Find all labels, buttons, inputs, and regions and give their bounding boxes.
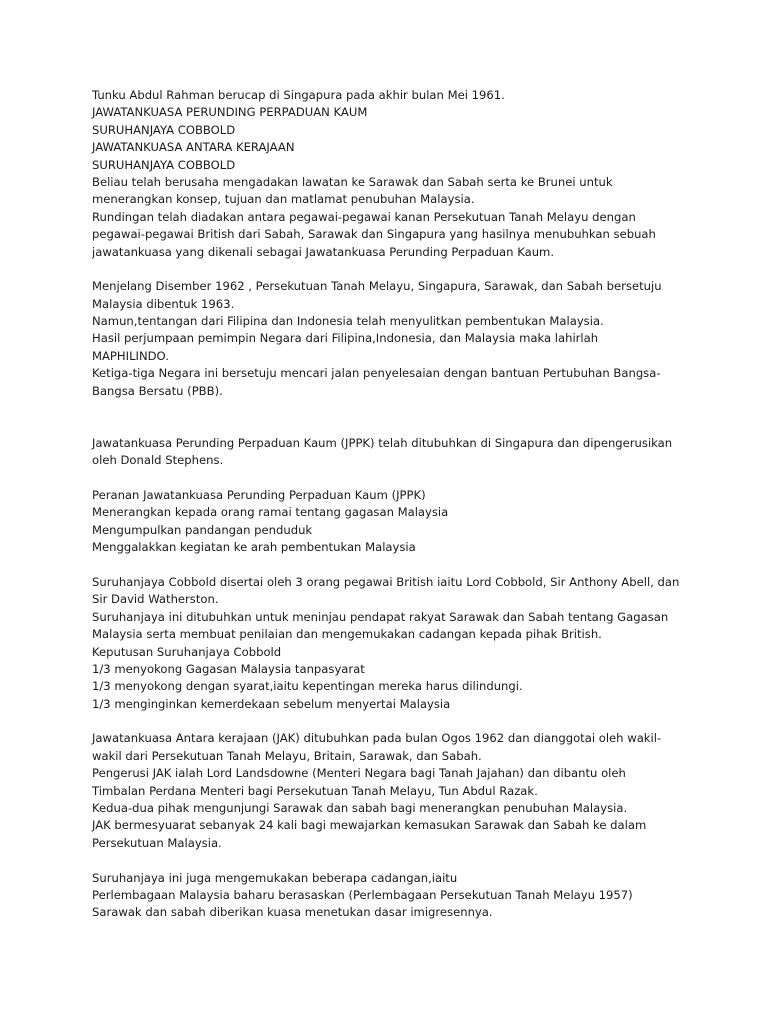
text-line: menerangkan konsep, tujuan dan matlamat penubuhan Malaysia. [92,192,475,207]
text-line: Pengerusi JAK ialah Lord Landsdowne (Menteri Negara bagi Tanah Jajahan) dan dibantu oleh [92,766,626,781]
text-line: Suruhanjaya Cobbold disertai oleh 3 orang pegawai British iaitu Lord Cobbold, Sir Anthony Abell, dan [92,574,680,589]
text-line: JAWATANKUASA ANTARA KERAJAAN [92,140,295,155]
text-line: Hasil perjumpaan pemimpin Negara dari Filipina,Indonesia, dan Malaysia maka lahirlah [92,331,599,346]
text-line: Persekutuan Malaysia. [92,835,222,850]
text-line: SURUHANJAYA COBBOLD [92,122,236,137]
text-line: Rundingan telah diadakan antara pegawai-pegawai kanan Persekutuan Tanah Melayu dengan [92,209,636,224]
text-line: Namun,tentangan dari Filipina dan Indonesia telah menyulitkan pembentukan Malaysia. [92,314,604,329]
text-line: Menjelang Disember 1962 , Persekutuan Tanah Melayu, Singapura, Sarawak, dan Sabah bersetuju [92,279,662,294]
text-line: pegawai-pegawai British dari Sabah, Sarawak dan Singapura yang hasilnya menubuhkan sebuah [92,227,656,242]
text-line: Bangsa Bersatu (PBB). [92,383,223,398]
text-line: Tunku Abdul Rahman berucap di Singapura pada akhir bulan Mei 1961. [92,88,505,102]
text-line: Kedua-dua pihak mengunjungi Sarawak dan sabah bagi menerangkan penubuhan Malaysia. [92,801,628,816]
paragraph-gap [92,470,692,487]
document-text [92,87,692,922]
text-line: Malaysia dibentuk 1963. [92,296,235,311]
text-line: Peranan Jawatankuasa Perunding Perpaduan Kaum (JPPK) [92,488,426,502]
paragraph-gap [92,852,692,869]
text-line: Keputusan Suruhanjaya Cobbold [92,644,282,659]
text-line: Jawatankuasa Perunding Perpaduan Kaum (JPPK) telah ditubuhkan di Singapura dan dipengerusikan [92,435,673,450]
text-line: MAPHILINDO. [92,348,169,363]
text-line: jawatankuasa yang dikenali sebagai Jawatankuasa Perunding Perpaduan Kaum. [92,244,555,259]
paragraph-gap [92,261,692,278]
text-line: Jawatankuasa Antara kerajaan (JAK) ditubuhkan pada bulan Ogos 1962 dan dianggotai oleh wakil- [92,731,662,746]
paragraph-gap [92,713,692,730]
text-line: Sarawak dan sabah diberikan kuasa menetukan dasar imigresennya. [92,905,493,920]
text-line: Malaysia serta membuat penilaian dan mengemukakan cadangan kepada pihak British. [92,627,602,642]
text-line: 1/3 menyokong dengan syarat,iaitu kepentingan mereka harus dilindungi. [92,679,523,694]
text-line: Suruhanjaya ini juga mengemukakan beberapa cadangan,iaitu [92,870,458,885]
text-line: Menerangkan kepada orang ramai tentang gagasan Malaysia [92,505,449,520]
text-line: Timbalan Perdana Menteri bagi Persekutuan Tanah Melayu, Tun Abdul Razak. [92,783,538,798]
text-line: 1/3 menginginkan kemerdekaan sebelum menyertai Malaysia [92,696,451,711]
text-line: Mengumpulkan pandangan penduduk [92,522,313,537]
text-line: wakil dari Persekutuan Tanah Melayu, Britain, Sarawak, dan Sabah. [92,748,482,763]
text-line: 1/3 menyokong Gagasan Malaysia tanpasyarat [92,661,365,676]
text-line: JAWATANKUASA PERUNDING PERPADUAN KAUM [92,105,368,120]
paragraph-gap [92,557,692,574]
text-line: oleh Donald Stephens. [92,453,224,468]
text-line: Beliau telah berusaha mengadakan lawatan ke Sarawak dan Sabah serta ke Brunei untuk [92,174,613,189]
text-line: JAK bermesyuarat sebanyak 24 kali bagi mewajarkan kemasukan Sarawak dan Sabah ke dalam [92,818,647,833]
text-line: Suruhanjaya ini ditubuhkan untuk meninjau pendapat rakyat Sarawak dan Sabah tentang Gagasan [92,609,669,624]
paragraph-gap [92,400,692,435]
text-line: SURUHANJAYA COBBOLD [92,157,236,172]
text-line: Perlembagaan Malaysia baharu berasaskan (Perlembagaan Persekutuan Tanah Melayu 1957) [92,887,633,902]
text-line: Ketiga-tiga Negara ini bersetuju mencari jalan penyelesaian dengan bantuan Pertubuhan Bangsa- [92,366,661,381]
text-line: Menggalakkan kegiatan ke arah pembentukan Malaysia [92,540,416,555]
text-line: Sir David Watherston. [92,592,219,607]
